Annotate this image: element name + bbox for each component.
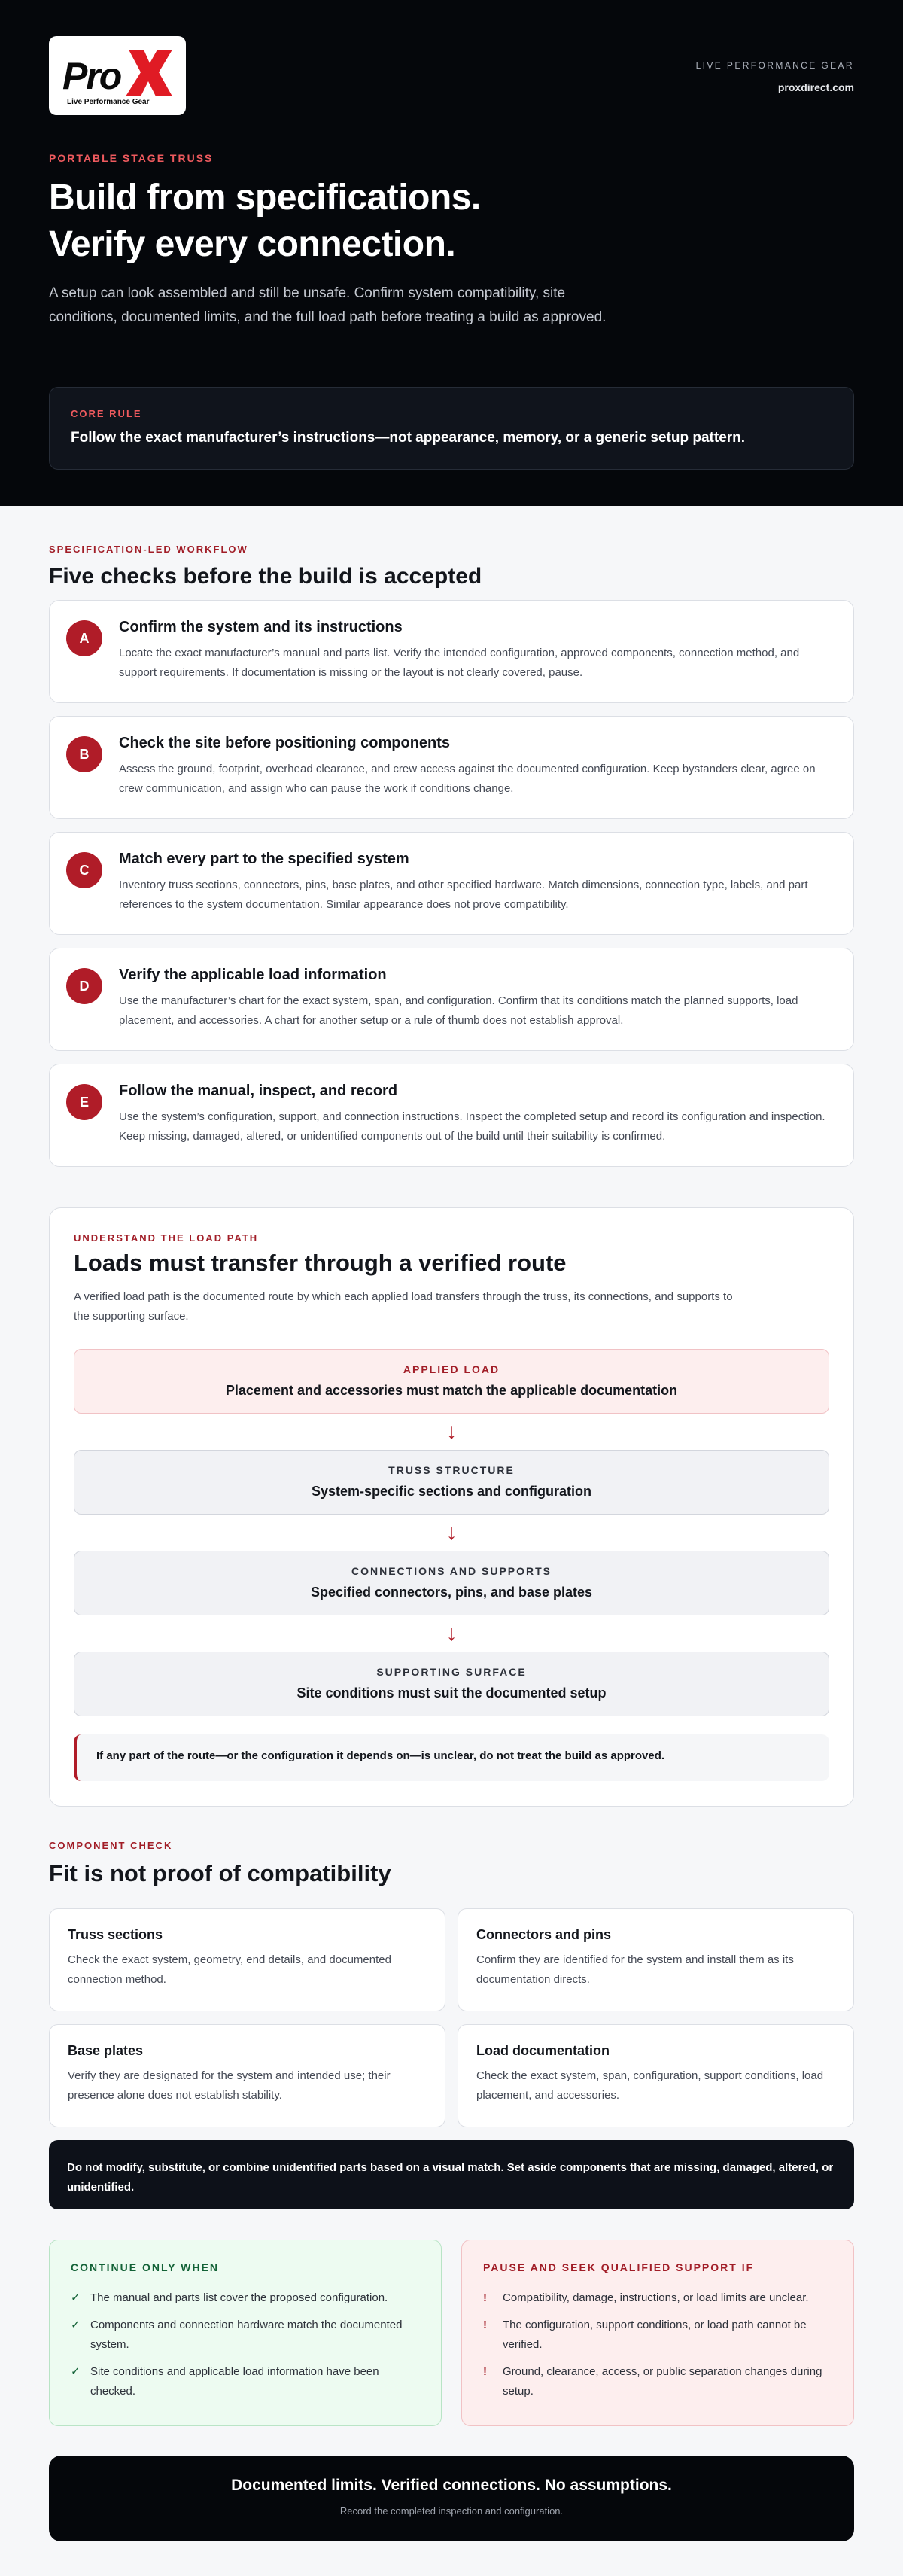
continue-panel	[49, 2240, 442, 2426]
step-title: Check the site before positioning components	[119, 735, 451, 751]
brand-site-link[interactable]: proxdirect.com	[777, 81, 854, 93]
load-path-truss-structure	[74, 1450, 829, 1515]
core-rule-text: Follow the exact manufacturer’s instructions—not appearance, memory, or a generic setup pattern.	[71, 430, 746, 446]
workflow-eyebrow: SPECIFICATION-LED WORKFLOW	[49, 544, 248, 555]
load-path-title: Loads must transfer through a verified route	[74, 1250, 567, 1276]
footer-banner	[49, 2456, 854, 2541]
workflow-step-c	[49, 832, 854, 935]
load-path-note: If any part of the route—or the configuration it depends on—is unclear, do not treat the build as approved.	[74, 1734, 829, 1781]
check-icon: ✓	[71, 2365, 81, 2378]
load-path-value: System-specific sections and configuration	[311, 1484, 592, 1499]
step-badge: C	[66, 852, 102, 888]
check-icon: ✓	[71, 2291, 81, 2304]
list-item	[71, 2288, 420, 2308]
component-title: Fit is not proof of compatibility	[49, 1860, 391, 1886]
load-path-key: CONNECTIONS AND SUPPORTS	[351, 1565, 552, 1577]
brand-logo[interactable]	[49, 36, 186, 115]
check-icon: ✓	[71, 2319, 81, 2331]
footer-subtitle: Record the completed inspection and configuration.	[339, 2505, 564, 2517]
component-card-truss-sections	[49, 1908, 445, 2011]
prox-logo-icon	[62, 47, 172, 105]
step-text: Locate the exact manufacturer’s manual and parts list. Verify the intended configuration, approved components, connection method, and support requirements. If documentation is missing or the layout is not clearly covered, pause.	[119, 647, 800, 679]
continue-list	[71, 2288, 420, 2401]
list-item	[71, 2362, 420, 2401]
svg-text:Live Performance Gear: Live Performance Gear	[67, 98, 150, 105]
list-item-text: The configuration, support conditions, or load path cannot be verified.	[503, 2319, 807, 2351]
step-text: Use the system’s configuration, support, and connection instructions. Inspect the completed setup and record its configuration and inspection. Keep missing, damaged, altered, or unidentified components out of the build until their suitability is confirmed.	[119, 1110, 825, 1143]
workflow-steps	[49, 600, 854, 1167]
list-item-text: Site conditions and applicable load information have been checked.	[90, 2365, 379, 2398]
load-path-key: TRUSS STRUCTURE	[388, 1464, 515, 1476]
pause-list	[483, 2288, 832, 2401]
list-item-text: The manual and parts list cover the proposed configuration.	[90, 2291, 388, 2304]
hero-section	[0, 0, 903, 506]
exclamation-icon: !	[483, 2291, 487, 2304]
component-card-base-plates	[49, 2024, 445, 2127]
load-path-value: Site conditions must suit the documented setup	[296, 1685, 607, 1701]
workflow-step-e	[49, 1064, 854, 1167]
component-card-connectors	[458, 1908, 854, 2011]
card-title: Load documentation	[476, 2043, 610, 2058]
brand-info	[696, 60, 854, 93]
arrow-down-icon: ↓	[445, 1419, 458, 1444]
pause-panel	[461, 2240, 854, 2426]
core-rule-card	[49, 387, 854, 470]
brand-tagline: LIVE PERFORMANCE GEAR	[695, 60, 854, 71]
exclamation-icon: !	[483, 2319, 487, 2331]
card-text: Check the exact system, geometry, end details, and documented connection method.	[68, 1953, 391, 1986]
step-badge: D	[66, 968, 102, 1004]
load-path-value: Placement and accessories must match the applicable documentation	[225, 1383, 678, 1398]
core-rule-label: CORE RULE	[71, 408, 142, 419]
hero-title-line2: Verify every connection.	[49, 224, 456, 264]
hero-eyebrow: PORTABLE STAGE TRUSS	[49, 152, 214, 164]
component-card-load-documentation	[458, 2024, 854, 2127]
svg-text:Pro: Pro	[62, 55, 121, 97]
component-warning: Do not modify, substitute, or combine unidentified parts based on a visual match. Set aside components that are missing, damaged, altered, or unidentified.	[49, 2140, 854, 2209]
workflow-step-d	[49, 948, 854, 1051]
decision-panels	[49, 2240, 854, 2426]
arrow-down-icon: ↓	[445, 1520, 458, 1545]
continue-title: CONTINUE ONLY WHEN	[71, 2261, 220, 2273]
card-title: Base plates	[68, 2043, 144, 2058]
arrow-down-icon: ↓	[445, 1621, 458, 1646]
component-eyebrow: COMPONENT CHECK	[49, 1840, 173, 1851]
step-badge: A	[66, 620, 102, 656]
list-item	[483, 2316, 832, 2355]
pause-title: PAUSE AND SEEK QUALIFIED SUPPORT IF	[483, 2261, 755, 2273]
load-path-connections	[74, 1551, 829, 1615]
footer-title: Documented limits. Verified connections. No assumptions.	[231, 2477, 672, 2494]
load-path-section	[49, 1207, 854, 1807]
card-title: Truss sections	[68, 1927, 163, 1942]
step-title: Verify the applicable load information	[119, 967, 387, 983]
list-item-text: Compatibility, damage, instructions, or load limits are unclear.	[503, 2291, 809, 2304]
load-path-supporting-surface	[74, 1652, 829, 1716]
load-path-key: SUPPORTING SURFACE	[376, 1666, 527, 1678]
step-text: Use the manufacturer’s chart for the exact system, span, and configuration. Confirm that its conditions match the planned supports, load placement, and accessories. A chart for another setup or a rule of thumb does not establish approval.	[119, 994, 798, 1027]
list-item	[71, 2316, 420, 2355]
component-section	[49, 1840, 854, 2426]
card-text: Check the exact system, span, configuration, support conditions, load placement, and accessories.	[476, 2069, 824, 2102]
card-text: Verify they are designated for the system and intended use; their presence alone does not establish stability.	[68, 2069, 391, 2102]
step-title: Match every part to the specified system	[119, 851, 409, 867]
load-path-key: APPLIED LOAD	[403, 1363, 500, 1375]
list-item	[483, 2362, 832, 2401]
component-grid	[49, 1908, 854, 2127]
step-text: Inventory truss sections, connectors, pins, base plates, and other specified hardware. Match dimensions, connection type, labels, and part references to the system documentation. Similar appearance does not prove compatibility.	[119, 878, 808, 911]
load-path-description: A verified load path is the documented route by which each applied load transfers through the truss, its connections, and supports to the supporting surface.	[74, 1290, 733, 1323]
load-path-applied-load	[74, 1349, 829, 1414]
exclamation-icon: !	[483, 2365, 487, 2378]
step-badge: E	[66, 1084, 102, 1120]
load-path-value: Specified connectors, pins, and base plates	[310, 1585, 593, 1600]
workflow-step-a	[49, 600, 854, 703]
step-text: Assess the ground, footprint, overhead clearance, and crew access against the documented configuration. Keep bystanders clear, agree on crew communication, and assign who can pause the work if conditions change.	[119, 763, 816, 795]
hero-title-line1: Build from specifications.	[49, 178, 481, 218]
step-title: Confirm the system and its instructions	[119, 619, 403, 635]
list-item	[483, 2288, 832, 2308]
hero-title	[49, 175, 481, 268]
workflow-section	[49, 544, 854, 1167]
workflow-step-b	[49, 716, 854, 819]
list-item-text: Components and connection hardware match the documented system.	[90, 2319, 403, 2351]
hero-lead: A setup can look assembled and still be unsafe. Confirm system compatibility, site conditions, documented limits, and the full load path before treating a build as approved.	[49, 285, 607, 325]
workflow-title: Five checks before the build is accepted	[49, 564, 482, 589]
card-title: Connectors and pins	[476, 1927, 612, 1942]
step-badge: B	[66, 736, 102, 772]
step-title: Follow the manual, inspect, and record	[119, 1082, 398, 1099]
load-path-eyebrow: UNDERSTAND THE LOAD PATH	[74, 1232, 259, 1244]
list-item-text: Ground, clearance, access, or public separation changes during setup.	[503, 2365, 822, 2398]
card-text: Confirm they are identified for the system and install them as its documentation directs.	[476, 1953, 794, 1986]
